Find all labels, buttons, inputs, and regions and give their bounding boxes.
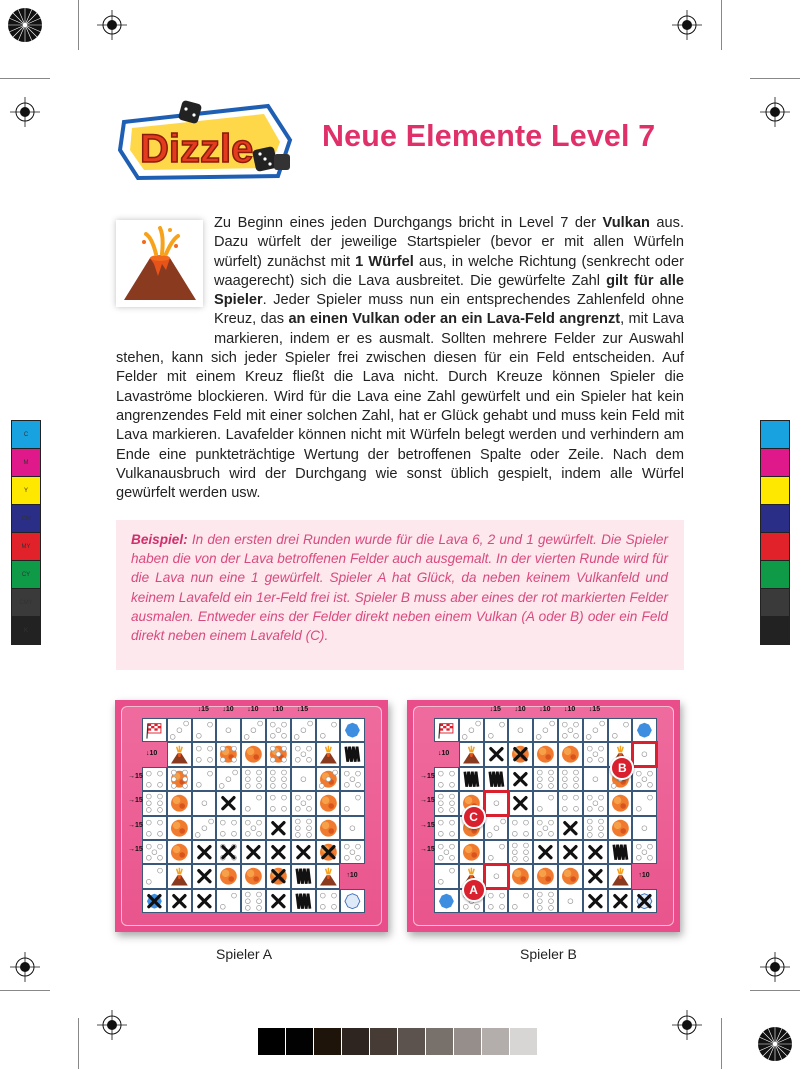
marker-badge-c: C <box>462 805 486 829</box>
row-bonus-hint: →15 <box>420 797 435 805</box>
number-cell[interactable] <box>583 718 608 742</box>
lava-cell[interactable] <box>167 816 192 840</box>
row-bonus-hint: ↓10 <box>438 750 450 758</box>
gem-icon[interactable] <box>340 718 365 742</box>
number-cell[interactable] <box>241 816 266 840</box>
gem-icon[interactable] <box>434 889 459 913</box>
volcano-cell[interactable] <box>459 742 484 766</box>
row-bonus-hint: ↓10 <box>146 750 158 758</box>
column-bonus-hint: ↓10 <box>247 706 259 713</box>
color-swatch: M <box>12 449 40 477</box>
number-cell[interactable] <box>533 767 558 791</box>
row-bonus-hint: ↑10 <box>638 872 650 880</box>
color-swatch: K <box>12 617 40 644</box>
lava-cell[interactable] <box>608 791 633 815</box>
number-cell[interactable] <box>216 816 241 840</box>
gray-swatch <box>510 1028 537 1055</box>
number-cell[interactable] <box>192 742 217 766</box>
board-grid <box>142 718 365 913</box>
number-cell[interactable] <box>533 791 558 815</box>
body-text: aus. Dazu würfelt der jeweilige Startspieler (bevor er mit allen Würfeln würfelt) zunächst mit <box>214 215 685 270</box>
number-cell[interactable] <box>484 816 509 840</box>
number-cell[interactable] <box>583 816 608 840</box>
number-cell[interactable] <box>533 889 558 913</box>
svg-text:Dizzle: Dizzle <box>140 127 254 171</box>
caption-spieler-b: Spieler B <box>520 946 577 962</box>
example-box <box>116 520 684 670</box>
gray-swatch <box>258 1028 285 1055</box>
resolution-star-icon <box>7 7 43 43</box>
number-cell[interactable] <box>241 889 266 913</box>
number-cell-crossed[interactable] <box>216 840 241 864</box>
number-cell[interactable] <box>192 816 217 840</box>
number-cell[interactable] <box>508 840 533 864</box>
number-cell[interactable] <box>459 718 484 742</box>
row-bonus-hint: →15 <box>128 821 143 829</box>
lava-cell[interactable] <box>167 791 192 815</box>
color-swatch <box>761 533 789 561</box>
lava-cell[interactable] <box>167 767 192 791</box>
number-cell[interactable] <box>142 791 167 815</box>
number-cell[interactable] <box>167 718 192 742</box>
number-cell[interactable] <box>340 816 365 840</box>
number-cell[interactable] <box>434 864 459 888</box>
row-bonus-hint: ↑10 <box>346 872 358 880</box>
number-cell[interactable] <box>266 718 291 742</box>
lava-cell[interactable] <box>533 864 558 888</box>
number-cell[interactable] <box>583 767 608 791</box>
column-bonus-hint: ↓10 <box>539 706 551 713</box>
volcano-cell[interactable] <box>167 864 192 888</box>
column-bonus-hint: ↓10 <box>272 706 284 713</box>
number-cell[interactable] <box>533 816 558 840</box>
column-bonus-hint: ↓15 <box>197 706 209 713</box>
number-cell[interactable] <box>291 791 316 815</box>
lava-cell[interactable] <box>558 864 583 888</box>
gray-swatch <box>398 1028 425 1055</box>
number-cell[interactable] <box>291 767 316 791</box>
number-cell[interactable] <box>508 889 533 913</box>
color-swatch <box>761 505 789 533</box>
lava-cell[interactable] <box>533 742 558 766</box>
number-cell[interactable] <box>484 718 509 742</box>
number-cell-crossed[interactable] <box>167 889 192 913</box>
body-text: Zu Beginn eines jeden Durchgangs bricht in Level 7 der <box>214 215 603 231</box>
color-swatch: C <box>12 421 40 449</box>
color-swatch <box>761 589 789 617</box>
registration-mark-icon <box>672 1010 702 1040</box>
number-cell[interactable] <box>291 742 316 766</box>
number-cell[interactable] <box>434 840 459 864</box>
dizzle-logo <box>118 100 296 182</box>
number-cell[interactable] <box>434 816 459 840</box>
example-label: Beispiel: <box>131 532 188 547</box>
number-cell[interactable] <box>241 767 266 791</box>
number-cell-crossed[interactable] <box>508 767 533 791</box>
row-bonus-hint: →15 <box>420 846 435 853</box>
number-cell[interactable] <box>142 816 167 840</box>
registration-mark-icon <box>97 1010 127 1040</box>
marker-badge-b: B <box>610 756 634 780</box>
emphasis-text: an einen Vulkan oder an ein Lava-Feld angrenzt <box>288 311 621 328</box>
lava-cell[interactable] <box>241 742 266 766</box>
crop-line <box>721 0 722 50</box>
number-cell[interactable] <box>558 889 583 913</box>
number-cell[interactable] <box>241 791 266 815</box>
number-cell[interactable] <box>142 767 167 791</box>
number-cell[interactable] <box>434 791 459 815</box>
number-cell-crossed[interactable] <box>241 840 266 864</box>
flag-icon[interactable] <box>142 718 167 742</box>
blackened-cell[interactable] <box>484 767 509 791</box>
color-swatch: Y <box>12 477 40 505</box>
board-spieler-b <box>407 700 680 932</box>
gem-icon[interactable] <box>340 889 365 913</box>
body-text: . Jeder Spieler muss nun ein entsprechendes Zahlenfeld ohne Kreuz, das <box>214 292 684 328</box>
lava-cell[interactable] <box>316 816 341 840</box>
number-cell-crossed[interactable] <box>558 840 583 864</box>
number-cell-crossed[interactable] <box>291 840 316 864</box>
number-cell[interactable] <box>484 840 509 864</box>
number-cell-crossed[interactable] <box>266 840 291 864</box>
number-cell[interactable] <box>583 791 608 815</box>
color-bar-right <box>760 420 790 645</box>
resolution-star-icon <box>757 1026 793 1062</box>
lava-cell[interactable] <box>241 864 266 888</box>
lava-cell-crossed[interactable] <box>508 742 533 766</box>
number-cell[interactable] <box>340 840 365 864</box>
number-cell[interactable] <box>266 767 291 791</box>
lava-cell[interactable] <box>216 742 241 766</box>
blackened-cell[interactable] <box>291 889 316 913</box>
number-cell-crossed[interactable] <box>583 889 608 913</box>
volcano-cell[interactable] <box>608 864 633 888</box>
number-cell[interactable] <box>558 767 583 791</box>
lava-cell[interactable] <box>266 742 291 766</box>
board-spieler-a <box>115 700 388 932</box>
number-cell[interactable] <box>216 889 241 913</box>
number-cell[interactable] <box>632 767 657 791</box>
color-bar-left <box>11 420 41 645</box>
number-cell[interactable] <box>632 816 657 840</box>
column-bonus-hint: ↓10 <box>564 706 576 713</box>
registration-mark-icon <box>760 97 790 127</box>
number-cell[interactable] <box>316 889 341 913</box>
gem-icon-crossed[interactable] <box>142 889 167 913</box>
number-cell[interactable] <box>340 767 365 791</box>
number-cell[interactable] <box>291 718 316 742</box>
emphasis-text: gilt für alle Spieler <box>214 272 684 309</box>
number-cell-crossed[interactable] <box>484 742 509 766</box>
column-bonus-hint: ↓10 <box>514 706 526 713</box>
gray-swatch <box>482 1028 509 1055</box>
row-bonus-hint: →15 <box>128 846 143 853</box>
number-cell[interactable] <box>316 718 341 742</box>
number-cell[interactable] <box>142 840 167 864</box>
blackened-cell[interactable] <box>340 742 365 766</box>
caption-spieler-a: Spieler A <box>216 946 273 962</box>
gem-icon-crossed[interactable] <box>632 889 657 913</box>
registration-mark-icon <box>10 952 40 982</box>
number-cell[interactable] <box>192 767 217 791</box>
blackened-cell[interactable] <box>291 864 316 888</box>
row-bonus-hint: →15 <box>128 797 143 805</box>
number-cell[interactable] <box>508 718 533 742</box>
gem-icon[interactable] <box>632 718 657 742</box>
color-swatch: MY <box>12 533 40 561</box>
number-cell[interactable] <box>608 718 633 742</box>
number-cell[interactable] <box>340 791 365 815</box>
volcano-cell[interactable] <box>316 742 341 766</box>
crop-line <box>0 78 50 79</box>
row-bonus-hint: →15 <box>128 772 143 780</box>
number-cell[interactable] <box>192 718 217 742</box>
highlighted-cell-c[interactable] <box>483 790 510 817</box>
flag-icon[interactable] <box>434 718 459 742</box>
blackened-cell[interactable] <box>459 767 484 791</box>
registration-mark-icon <box>672 10 702 40</box>
body-text: , mit Lava markieren, indem er es ausmalt. Sollten mehrere Felder zur Auswahl stehen, kann sich jeder Spieler frei zwischen diesen für ein Feld entscheiden. Auf Felder mit einem Kreuz fließt die Lava nicht. Durch Kreuze können Spieler die Lavaströme blockieren. Wird für die Lava eine Zahl gewürfelt und ein Spieler hat kein angrenzendes Feld mit einer solchen Zahl, hat er Glück gehabt und muss kein Feld mit Lava markieren. Lavafelder können nicht mit Würfeln belegt werden und verhindern am Ende eine punkteträchtige Wertung der betroffenen Spalte oder Zeile. Nach dem Vulkanausbruch wird der Durchgang wie sonst üblich gespielt, indem alle Würfel gewürfelt werden usw. <box>116 311 684 502</box>
lava-cell[interactable] <box>508 864 533 888</box>
crop-line <box>78 1018 79 1069</box>
number-cell-crossed[interactable] <box>558 816 583 840</box>
blackened-cell[interactable] <box>608 840 633 864</box>
gray-swatch <box>342 1028 369 1055</box>
lava-cell[interactable] <box>316 767 341 791</box>
color-swatch <box>761 449 789 477</box>
lava-cell[interactable] <box>316 791 341 815</box>
number-cell-crossed[interactable] <box>533 840 558 864</box>
registration-mark-icon <box>97 10 127 40</box>
gray-swatch <box>426 1028 453 1055</box>
number-cell[interactable] <box>216 767 241 791</box>
page-title: Neue Elemente Level 7 <box>322 118 656 153</box>
color-swatch <box>761 421 789 449</box>
number-cell[interactable] <box>533 718 558 742</box>
number-cell[interactable] <box>192 791 217 815</box>
color-swatch <box>761 477 789 505</box>
lava-cell[interactable] <box>459 840 484 864</box>
lava-cell[interactable] <box>558 742 583 766</box>
highlighted-cell-a[interactable] <box>483 863 510 890</box>
color-swatch <box>761 561 789 589</box>
example-text: In den ersten drei Runden wurde für die Lava 6, 2 und 1 gewürfelt. Die Spieler haben die von der Lava betroffenen Felder auch ausgemalt. In der vierten Runde wird für die Lava nun eine 1 gewürfelt. Spieler A hat Glück, da neben keinem Vulkanfeld und keinem Lavafeld ein 1er-Feld frei ist. Spieler B muss aber eines der rot markierten Felder ausmalen. Entweder eins der Felder direkt neben einem Vulkan (A oder B) oder ein Feld direkt neben einem Lavafeld (C). <box>131 532 668 644</box>
number-cell[interactable] <box>241 718 266 742</box>
number-cell-crossed[interactable] <box>192 889 217 913</box>
number-cell[interactable] <box>142 864 167 888</box>
intro-paragraph <box>116 214 684 503</box>
crop-line <box>750 990 800 991</box>
column-bonus-hint: ↓15 <box>296 706 309 713</box>
gray-scale-bar <box>258 1028 537 1055</box>
color-swatch: CY <box>12 561 40 589</box>
registration-mark-icon <box>760 952 790 982</box>
registration-mark-icon <box>10 97 40 127</box>
number-cell[interactable] <box>266 791 291 815</box>
number-cell-crossed[interactable] <box>508 791 533 815</box>
number-cell[interactable] <box>484 889 509 913</box>
crop-line <box>750 78 800 79</box>
number-cell-crossed[interactable] <box>192 840 217 864</box>
volcano-cell[interactable] <box>167 742 192 766</box>
number-cell-crossed[interactable] <box>583 840 608 864</box>
number-cell-crossed[interactable] <box>216 791 241 815</box>
number-cell[interactable] <box>558 791 583 815</box>
row-bonus-hint: →15 <box>420 772 435 780</box>
number-cell-crossed[interactable] <box>608 889 633 913</box>
color-swatch: CMY <box>12 589 40 617</box>
number-cell-crossed[interactable] <box>266 816 291 840</box>
number-cell[interactable] <box>508 816 533 840</box>
number-cell[interactable] <box>632 791 657 815</box>
lava-cell[interactable] <box>167 840 192 864</box>
body-text: aus, in welche Richtung (senkrecht oder waagerecht) sich die Lava ausbreitet. Die gewürfelte Zahl <box>214 253 685 289</box>
column-bonus-hint: ↓10 <box>222 706 234 713</box>
crop-line <box>721 1018 722 1069</box>
lava-cell[interactable] <box>216 864 241 888</box>
number-cell[interactable] <box>216 718 241 742</box>
lava-cell[interactable] <box>608 816 633 840</box>
crop-line <box>0 990 50 991</box>
lava-cell-crossed[interactable] <box>316 840 341 864</box>
number-cell-crossed[interactable] <box>583 864 608 888</box>
marker-badge-a: A <box>462 878 486 902</box>
row-bonus-hint: →15 <box>420 821 435 829</box>
number-cell[interactable] <box>291 816 316 840</box>
gray-swatch <box>286 1028 313 1055</box>
number-cell-crossed[interactable] <box>266 889 291 913</box>
gray-swatch <box>370 1028 397 1055</box>
number-cell[interactable] <box>632 840 657 864</box>
column-bonus-hint: ↓15 <box>588 706 601 713</box>
number-cell-crossed[interactable] <box>192 864 217 888</box>
lava-cell-crossed[interactable] <box>266 864 291 888</box>
crop-line <box>78 0 79 50</box>
number-cell[interactable] <box>434 767 459 791</box>
highlighted-cell-b[interactable] <box>631 741 658 768</box>
emphasis-text: 1 Würfel <box>355 253 414 270</box>
color-swatch: CM <box>12 505 40 533</box>
color-swatch <box>761 617 789 644</box>
volcano-cell[interactable] <box>316 864 341 888</box>
gray-swatch <box>454 1028 481 1055</box>
column-bonus-hint: ↓15 <box>489 706 501 713</box>
number-cell[interactable] <box>558 718 583 742</box>
gray-swatch <box>314 1028 341 1055</box>
emphasis-text: Vulkan <box>602 215 650 231</box>
number-cell[interactable] <box>583 742 608 766</box>
